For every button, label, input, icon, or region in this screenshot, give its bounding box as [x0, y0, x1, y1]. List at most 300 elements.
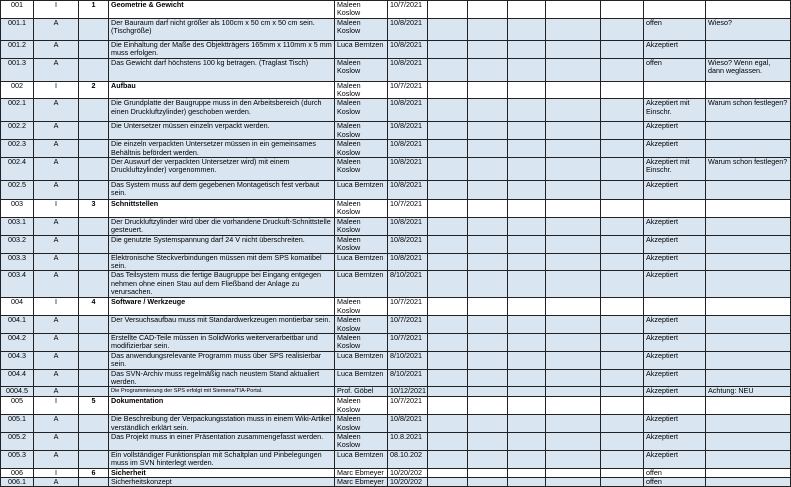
- empty-cell: [601, 369, 644, 387]
- requirement-text: Der Druckluftzylinder wird über die vorhandene Druckuft-Schnittstelle gesteuert.: [109, 217, 335, 235]
- requirement-date: 10/7/2021: [388, 200, 428, 218]
- empty-cell: [601, 387, 644, 397]
- empty-cell: [546, 253, 601, 271]
- requirement-row: [1, 235, 791, 253]
- section-number: [79, 18, 109, 40]
- requirement-text: Sicherheit: [109, 468, 335, 477]
- section-number: [79, 40, 109, 58]
- requirement-author: Luca Berntzen: [335, 181, 388, 200]
- empty-cell: [601, 217, 644, 235]
- requirement-row: [1, 333, 791, 351]
- section-number: [79, 140, 109, 158]
- requirement-status: Akzeptiert: [644, 271, 706, 298]
- requirement-type: A: [34, 40, 79, 58]
- requirement-text: Dokumentation: [109, 397, 335, 415]
- empty-cell: [601, 200, 644, 218]
- requirement-comment: [706, 140, 791, 158]
- empty-cell: [601, 99, 644, 122]
- requirement-id: 002: [1, 81, 34, 99]
- requirement-type: A: [34, 122, 79, 140]
- requirement-comment: [706, 1, 791, 19]
- requirement-comment: [706, 433, 791, 451]
- empty-cell: [468, 58, 508, 81]
- requirement-author: Maleen Koslow: [335, 81, 388, 99]
- empty-cell: [601, 316, 644, 334]
- empty-cell: [428, 450, 468, 468]
- empty-cell: [546, 158, 601, 181]
- requirement-id: 004.2: [1, 333, 34, 351]
- empty-cell: [428, 40, 468, 58]
- empty-cell: [428, 140, 468, 158]
- requirement-id: 003.1: [1, 217, 34, 235]
- requirement-id: 002.3: [1, 140, 34, 158]
- requirement-text: Sicherheitskonzept: [109, 478, 335, 487]
- requirement-author: Maleen Koslow: [335, 122, 388, 140]
- section-number: [79, 450, 109, 468]
- requirement-row: [1, 58, 791, 81]
- empty-cell: [428, 99, 468, 122]
- section-row: [1, 81, 791, 99]
- empty-cell: [468, 387, 508, 397]
- requirement-status: Akzeptiert: [644, 140, 706, 158]
- empty-cell: [601, 351, 644, 369]
- section-row: [1, 397, 791, 415]
- requirement-status: Akzeptiert mit Einschr.: [644, 158, 706, 181]
- requirement-status: Akzeptiert: [644, 181, 706, 200]
- requirement-id: 004.3: [1, 351, 34, 369]
- empty-cell: [601, 140, 644, 158]
- empty-cell: [428, 18, 468, 40]
- empty-cell: [468, 478, 508, 487]
- requirement-date: 10/8/2021: [388, 140, 428, 158]
- requirement-status: Akzeptiert: [644, 369, 706, 387]
- empty-cell: [601, 298, 644, 316]
- requirement-author: Maleen Koslow: [335, 18, 388, 40]
- empty-cell: [508, 122, 546, 140]
- requirement-id: 004.4: [1, 369, 34, 387]
- empty-cell: [601, 81, 644, 99]
- empty-cell: [428, 81, 468, 99]
- empty-cell: [468, 40, 508, 58]
- empty-cell: [468, 450, 508, 468]
- requirement-date: 8/10/2021: [388, 271, 428, 298]
- empty-cell: [508, 140, 546, 158]
- requirement-id: 0004.5: [1, 387, 34, 397]
- requirement-author: Luca Berntzen: [335, 450, 388, 468]
- empty-cell: [468, 122, 508, 140]
- requirement-id: 004.1: [1, 316, 34, 334]
- requirement-comment: [706, 316, 791, 334]
- empty-cell: [508, 387, 546, 397]
- requirement-id: 001.3: [1, 58, 34, 81]
- section-number: [79, 271, 109, 298]
- empty-cell: [468, 271, 508, 298]
- section-number: 5: [79, 397, 109, 415]
- requirement-comment: [706, 369, 791, 387]
- requirement-date: 10/8/2021: [388, 235, 428, 253]
- requirement-type: A: [34, 415, 79, 433]
- section-number: 6: [79, 468, 109, 477]
- empty-cell: [468, 253, 508, 271]
- requirement-comment: Warum schon festlegen?: [706, 99, 791, 122]
- requirement-row: [1, 351, 791, 369]
- requirement-text: Der Versuchsaufbau muss mit Standardwerkzeugen montierbar sein.: [109, 316, 335, 334]
- empty-cell: [468, 1, 508, 19]
- empty-cell: [601, 58, 644, 81]
- requirement-author: Luca Berntzen: [335, 40, 388, 58]
- requirement-row: [1, 271, 791, 298]
- empty-cell: [546, 387, 601, 397]
- requirement-text: Elektronische Steckverbindungen müssen mit dem SPS komatibel sein.: [109, 253, 335, 271]
- requirement-status: [644, 298, 706, 316]
- empty-cell: [468, 181, 508, 200]
- requirement-date: 10/8/2021: [388, 122, 428, 140]
- empty-cell: [468, 351, 508, 369]
- requirement-comment: Warum schon festlegen?: [706, 158, 791, 181]
- requirement-type: A: [34, 433, 79, 451]
- requirement-text: Die Programmierung der SPS erfolgt mit Siemens/TIA-Portal.: [109, 387, 335, 397]
- empty-cell: [546, 333, 601, 351]
- requirement-date: 10/8/2021: [388, 181, 428, 200]
- requirement-type: A: [34, 140, 79, 158]
- empty-cell: [508, 40, 546, 58]
- empty-cell: [428, 235, 468, 253]
- requirement-row: [1, 18, 791, 40]
- requirement-status: Akzeptiert: [644, 235, 706, 253]
- section-number: [79, 433, 109, 451]
- requirement-author: Maleen Koslow: [335, 200, 388, 218]
- requirement-id: 003.2: [1, 235, 34, 253]
- requirement-status: Akzeptiert: [644, 40, 706, 58]
- empty-cell: [601, 18, 644, 40]
- requirement-row: [1, 122, 791, 140]
- section-number: [79, 415, 109, 433]
- empty-cell: [546, 40, 601, 58]
- empty-cell: [546, 18, 601, 40]
- requirement-text: Das SVN-Archiv muss regelmäßig nach neustem Stand aktualiert werden.: [109, 369, 335, 387]
- empty-cell: [546, 200, 601, 218]
- empty-cell: [546, 271, 601, 298]
- requirement-type: A: [34, 387, 79, 397]
- empty-cell: [508, 200, 546, 218]
- empty-cell: [468, 140, 508, 158]
- requirement-status: [644, 200, 706, 218]
- requirement-comment: [706, 468, 791, 477]
- empty-cell: [601, 122, 644, 140]
- empty-cell: [508, 181, 546, 200]
- requirement-text: Das System muss auf dem gegebenen Montagetisch fest verbaut sein.: [109, 181, 335, 200]
- requirement-comment: [706, 217, 791, 235]
- requirement-comment: [706, 122, 791, 140]
- requirement-author: Luca Berntzen: [335, 253, 388, 271]
- requirement-date: 10/8/2021: [388, 253, 428, 271]
- requirement-author: Maleen Koslow: [335, 333, 388, 351]
- requirement-type: A: [34, 369, 79, 387]
- section-number: 4: [79, 298, 109, 316]
- empty-cell: [601, 181, 644, 200]
- requirement-comment: [706, 200, 791, 218]
- requirement-comment: [706, 333, 791, 351]
- requirement-text: Das Gewicht darf höchstens 100 kg betragen. (Traglast Tisch): [109, 58, 335, 81]
- requirement-text: Der Bauraum darf nicht größer als 100cm x 50 cm x 50 cm sein. (Tischgröße): [109, 18, 335, 40]
- empty-cell: [508, 468, 546, 477]
- section-number: [79, 122, 109, 140]
- requirement-status: [644, 397, 706, 415]
- requirement-author: Luca Berntzen: [335, 271, 388, 298]
- requirement-status: [644, 81, 706, 99]
- requirement-type: A: [34, 18, 79, 40]
- requirement-row: [1, 478, 791, 487]
- empty-cell: [428, 478, 468, 487]
- requirement-status: Akzeptiert: [644, 333, 706, 351]
- empty-cell: [508, 18, 546, 40]
- requirement-comment: [706, 415, 791, 433]
- requirement-status: Akzeptiert: [644, 387, 706, 397]
- requirement-type: A: [34, 99, 79, 122]
- section-number: [79, 351, 109, 369]
- empty-cell: [601, 1, 644, 19]
- requirement-id: 003.3: [1, 253, 34, 271]
- section-row: [1, 200, 791, 218]
- requirement-text: Das anwendungsrelevante Programm muss über SPS realisierbar sein.: [109, 351, 335, 369]
- requirement-author: Marc Ebmeyer: [335, 468, 388, 477]
- requirement-date: 10/7/2021: [388, 81, 428, 99]
- empty-cell: [508, 217, 546, 235]
- requirement-id: 002.1: [1, 99, 34, 122]
- requirement-date: 10/8/2021: [388, 58, 428, 81]
- section-number: 3: [79, 200, 109, 218]
- empty-cell: [546, 316, 601, 334]
- section-number: [79, 181, 109, 200]
- requirement-type: A: [34, 58, 79, 81]
- requirement-author: Luca Berntzen: [335, 369, 388, 387]
- empty-cell: [601, 433, 644, 451]
- empty-cell: [546, 122, 601, 140]
- requirement-id: 002.5: [1, 181, 34, 200]
- requirement-date: 10/7/2021: [388, 333, 428, 351]
- empty-cell: [468, 217, 508, 235]
- requirement-comment: [706, 40, 791, 58]
- requirement-status: Akzeptiert: [644, 316, 706, 334]
- section-number: 2: [79, 81, 109, 99]
- requirement-date: 10/20/202: [388, 478, 428, 487]
- section-number: [79, 235, 109, 253]
- empty-cell: [468, 468, 508, 477]
- empty-cell: [428, 333, 468, 351]
- requirement-type: A: [34, 333, 79, 351]
- requirement-id: 001: [1, 1, 34, 19]
- requirement-author: Maleen Koslow: [335, 415, 388, 433]
- requirement-status: Akzeptiert: [644, 450, 706, 468]
- requirement-type: A: [34, 450, 79, 468]
- requirement-author: Luca Berntzen: [335, 351, 388, 369]
- empty-cell: [428, 433, 468, 451]
- empty-cell: [508, 99, 546, 122]
- requirement-text: Die Grundplatte der Baugruppe muss in den Arbeitsbereich (durch einen Druckluftzylinder) geschoben werden.: [109, 99, 335, 122]
- requirements-rows: [1, 1, 791, 487]
- empty-cell: [601, 158, 644, 181]
- requirement-date: 08.10.202: [388, 450, 428, 468]
- empty-cell: [468, 235, 508, 253]
- requirement-author: Maleen Koslow: [335, 316, 388, 334]
- requirement-text: Die einzeln verpackten Untersetzer müssen in ein gemeinsames Behältnis befördert werden.: [109, 140, 335, 158]
- requirement-author: Maleen Koslow: [335, 433, 388, 451]
- empty-cell: [508, 478, 546, 487]
- section-number: [79, 369, 109, 387]
- empty-cell: [428, 1, 468, 19]
- empty-cell: [601, 235, 644, 253]
- section-number: [79, 478, 109, 487]
- requirement-text: Die Einhaltung der Maße des Objektträgers 165mm x 110mm x 5 mm muss erfolgen.: [109, 40, 335, 58]
- section-number: [79, 99, 109, 122]
- empty-cell: [601, 415, 644, 433]
- empty-cell: [508, 316, 546, 334]
- requirement-date: 10/8/2021: [388, 40, 428, 58]
- requirement-status: Akzeptiert: [644, 351, 706, 369]
- requirement-row: [1, 99, 791, 122]
- requirement-date: 10/7/2021: [388, 1, 428, 19]
- empty-cell: [428, 316, 468, 334]
- empty-cell: [546, 140, 601, 158]
- requirement-id: 002.4: [1, 158, 34, 181]
- requirement-text: Das Projekt muss in einer Präsentation zusammengefasst werden.: [109, 433, 335, 451]
- empty-cell: [468, 18, 508, 40]
- requirement-author: Marc Ebmeyer: [335, 478, 388, 487]
- requirement-date: 10/8/2021: [388, 99, 428, 122]
- empty-cell: [508, 271, 546, 298]
- empty-cell: [428, 369, 468, 387]
- empty-cell: [546, 468, 601, 477]
- empty-cell: [468, 316, 508, 334]
- requirement-text: Der Auswurf der verpackten Untersetzer wird) mit einem Druckluftzylinder) vorgenommen.: [109, 158, 335, 181]
- empty-cell: [601, 468, 644, 477]
- empty-cell: [428, 158, 468, 181]
- requirement-row: [1, 140, 791, 158]
- requirement-status: offen: [644, 478, 706, 487]
- empty-cell: [508, 351, 546, 369]
- requirement-date: 10/8/2021: [388, 18, 428, 40]
- empty-cell: [546, 217, 601, 235]
- empty-cell: [468, 415, 508, 433]
- requirement-id: 005.3: [1, 450, 34, 468]
- empty-cell: [601, 253, 644, 271]
- empty-cell: [468, 397, 508, 415]
- requirement-date: 10/20/202: [388, 468, 428, 477]
- empty-cell: [428, 387, 468, 397]
- requirement-type: I: [34, 397, 79, 415]
- requirement-id: 005.1: [1, 415, 34, 433]
- requirement-id: 005: [1, 397, 34, 415]
- requirement-text: Aufbau: [109, 81, 335, 99]
- requirement-type: A: [34, 253, 79, 271]
- requirement-id: 006.1: [1, 478, 34, 487]
- empty-cell: [601, 333, 644, 351]
- empty-cell: [428, 468, 468, 477]
- section-number: [79, 333, 109, 351]
- requirement-author: Maleen Koslow: [335, 1, 388, 19]
- requirement-date: 10/7/2021: [388, 397, 428, 415]
- section-row: [1, 1, 791, 19]
- empty-cell: [508, 81, 546, 99]
- empty-cell: [546, 415, 601, 433]
- requirement-text: Erstellte CAD-Teile müssen in SolidWorks weiterverarbeitbar und modifizierbar sein.: [109, 333, 335, 351]
- empty-cell: [546, 351, 601, 369]
- requirement-status: offen: [644, 58, 706, 81]
- empty-cell: [428, 397, 468, 415]
- requirement-status: Akzeptiert: [644, 253, 706, 271]
- requirement-text: Die genutzte Systemspannung darf 24 V nicht überschreiten.: [109, 235, 335, 253]
- requirement-id: 002.2: [1, 122, 34, 140]
- requirement-date: 10.8.2021: [388, 433, 428, 451]
- empty-cell: [468, 81, 508, 99]
- requirement-status: Akzeptiert: [644, 122, 706, 140]
- empty-cell: [468, 433, 508, 451]
- empty-cell: [508, 397, 546, 415]
- requirement-date: 8/10/2021: [388, 351, 428, 369]
- requirement-type: I: [34, 200, 79, 218]
- empty-cell: [546, 181, 601, 200]
- requirement-author: Maleen Koslow: [335, 58, 388, 81]
- empty-cell: [508, 333, 546, 351]
- requirement-comment: [706, 478, 791, 487]
- requirement-comment: Wieso? Wenn egal, dann weglassen.: [706, 58, 791, 81]
- empty-cell: [546, 81, 601, 99]
- empty-cell: [601, 450, 644, 468]
- empty-cell: [546, 58, 601, 81]
- empty-cell: [428, 217, 468, 235]
- empty-cell: [601, 271, 644, 298]
- empty-cell: [508, 253, 546, 271]
- section-number: [79, 217, 109, 235]
- requirement-row: [1, 387, 791, 397]
- requirement-text: Ein vollständiger Funktionsplan mit Schaltplan und Pinbelegungen muss im SVN hinterlegt werden.: [109, 450, 335, 468]
- empty-cell: [428, 351, 468, 369]
- empty-cell: [546, 369, 601, 387]
- requirement-id: 003.4: [1, 271, 34, 298]
- requirement-type: A: [34, 158, 79, 181]
- requirement-type: A: [34, 316, 79, 334]
- requirement-status: Akzeptiert mit Einschr.: [644, 99, 706, 122]
- requirement-date: 10/12/2021: [388, 387, 428, 397]
- empty-cell: [508, 369, 546, 387]
- requirement-date: 10/7/2021: [388, 298, 428, 316]
- empty-cell: [428, 58, 468, 81]
- requirement-author: Maleen Koslow: [335, 99, 388, 122]
- requirement-row: [1, 181, 791, 200]
- requirement-row: [1, 158, 791, 181]
- requirement-id: 001.1: [1, 18, 34, 40]
- empty-cell: [546, 450, 601, 468]
- empty-cell: [468, 369, 508, 387]
- empty-cell: [508, 298, 546, 316]
- section-number: [79, 253, 109, 271]
- requirement-id: 003: [1, 200, 34, 218]
- requirement-author: Prof. Göbel: [335, 387, 388, 397]
- requirement-comment: [706, 298, 791, 316]
- empty-cell: [428, 122, 468, 140]
- requirement-row: [1, 369, 791, 387]
- empty-cell: [428, 200, 468, 218]
- empty-cell: [508, 450, 546, 468]
- requirement-type: A: [34, 181, 79, 200]
- requirement-date: 10/8/2021: [388, 415, 428, 433]
- empty-cell: [428, 415, 468, 433]
- requirement-row: [1, 450, 791, 468]
- empty-cell: [468, 200, 508, 218]
- empty-cell: [546, 298, 601, 316]
- empty-cell: [508, 58, 546, 81]
- empty-cell: [428, 181, 468, 200]
